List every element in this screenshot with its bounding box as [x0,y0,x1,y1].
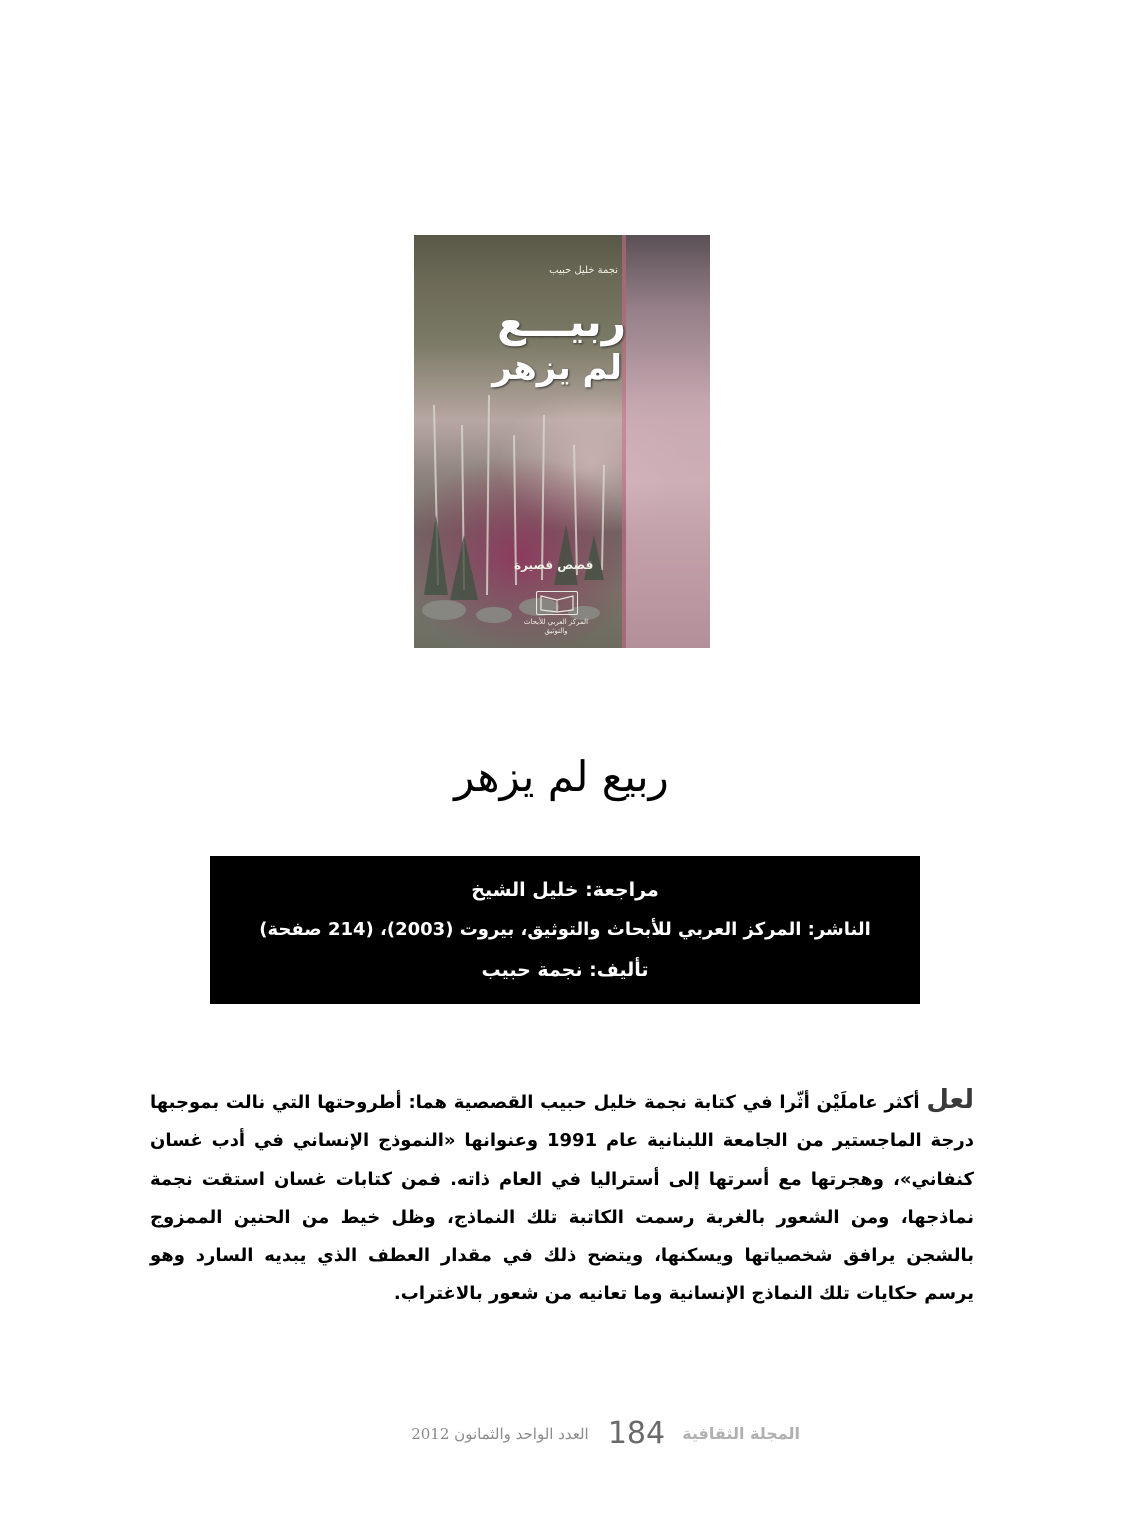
magazine-name: المجلة الثقافية [682,1424,800,1443]
book-logo-icon [536,591,578,615]
book-info-box [210,856,920,1004]
forest-illustration [414,395,644,625]
page-footer [320,1416,800,1456]
article-body [150,1081,974,1314]
page-number: 184 [607,1416,666,1451]
cover-publisher: المركز العربي للأبحاث والتوثيق [523,618,589,635]
cover-author: نجمة خليل حبيب [549,265,618,276]
cover-genre: قصص قصيرة [514,558,594,572]
book-cover-image [414,235,710,648]
lead-word: لعل [926,1085,974,1115]
publisher-info: الناشر: المركز العربي للأبحاث والتوثيق، بيروت (2003)، (214 صفحة) [259,919,871,940]
issue-info: العدد الواحد والثمانون 2012 [411,1424,589,1443]
article-title: ربيع لم يزهر [454,752,669,801]
cover-title-line2: لم يزهر [492,348,622,388]
review-credit: مراجعة: خليل الشيخ [471,879,659,901]
author-credit: تأليف: نجمة حبيب [481,959,649,981]
cover-title-line1: ربيـــع [497,297,626,346]
body-paragraph: أكثر عاملَيْن أثّرا في كتابة نجمة خليل حبيب القصصية هما: أطروحتها التي نالت بموجبها درجة الماجستير من الجامعة اللبنانية عام 1991 وعنوانها «النموذج الإنساني في أدب غسان كنفاني»، وهجرتها مع أسرتها إلى أستراليا في العام ذاته. فمن كتابات غسان استقت نجمة نماذجها، ومن الشعور بالغربة رسمت الكاتبة تلك النماذج، وظل خيط من الحنين الممزوج بالشجن يرافق شخصياتها ويسكنها، ويتضح ذلك في مقدار العطف الذي يبديه السارد وهو يرسم حكايات تلك النماذج الإنسانية وما تعانيه من شعور بالاغتراب. [150,1092,974,1305]
